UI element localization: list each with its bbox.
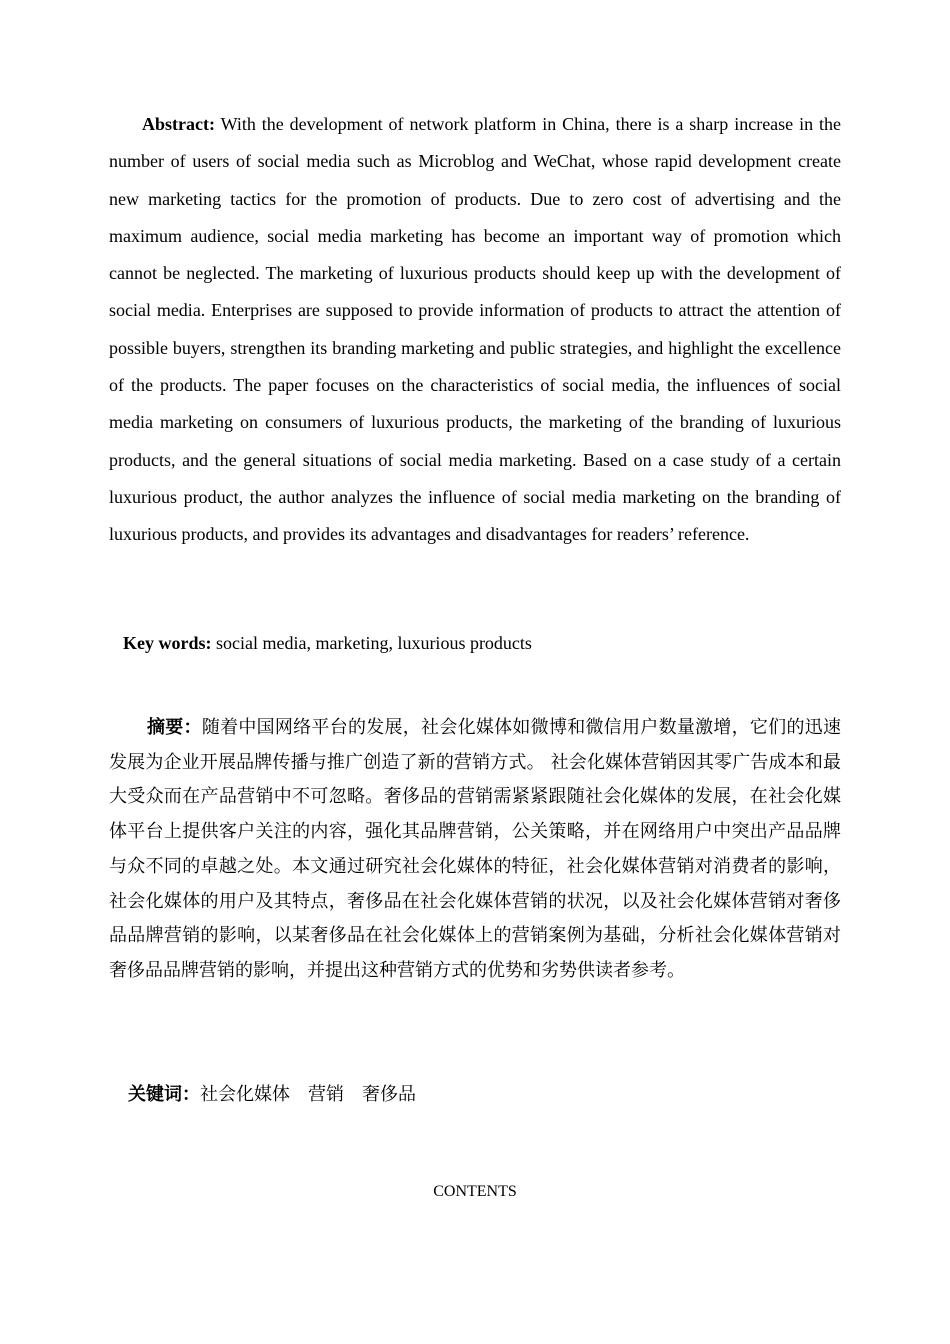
keywords-chinese bbox=[128, 1080, 828, 1110]
keywords-english bbox=[123, 629, 823, 657]
keywords-zh-label: 关键词： bbox=[128, 1084, 200, 1105]
keywords-zh-list: 社会化媒体 营销 奢侈品 bbox=[200, 1084, 416, 1105]
abstract-zh-body: 随着中国网络平台的发展，社会化媒体如微博和微信用户数量激增，它们的迅速发展为企业开展品牌传播与推广创造了新的营销方式。 社会化媒体营销因其零广告成本和最大受众而在产品营销中不可忽略。奢侈品的营销需紧紧跟随社会化媒体的发展，在社会化媒体平台上提供客户关注的内容，强化其品牌营销，公关策略，并在网络用户中突出产品品牌与众不同的卓越之处。本文通过研究社会化媒体的特征，社会化媒体营销对消费者的影响，社会化媒体的用户及其特点，奢侈品在社会化媒体营销的状况，以及社会化媒体营销对奢侈品品牌营销的影响，以某奢侈品在社会化媒体上的营销案例为基础，分析社会化媒体营销对奢侈品品牌营销的影响，并提出这种营销方式的优势和劣势供读者参考。 bbox=[109, 717, 841, 981]
abstract-english bbox=[109, 106, 841, 554]
abstract-chinese bbox=[109, 711, 841, 989]
abstract-body: With the development of network platform in China, there is a sharp increase in the number of users of social media such as Microblog and WeChat, whose rapid development create new marketing tactics for the promotion of products. Due to zero cost of advertising and the maximum audience, social media marketing has become an important way of promotion which cannot be neglected. The marketing of luxurious products should keep up with the development of social media. Enterprises are supposed to provide information of products to attract the attention of possible buyers, strengthen its branding marketing and public strategies, and highlight the excellence of the products. The paper focuses on the characteristics of social media, the influences of social media marketing on consumers of luxurious products, the marketing of the branding of luxurious products, and the general situations of social media marketing. Based on a case study of a certain luxurious product, the author analyzes the influence of social media marketing on the branding of luxurious products, and provides its advantages and disadvantages for readers’ reference. bbox=[109, 114, 841, 545]
abstract-label: Abstract: bbox=[142, 114, 215, 134]
keywords-label: Key words: bbox=[123, 633, 212, 653]
abstract-zh-label: 摘要： bbox=[147, 717, 202, 738]
contents-heading: CONTENTS bbox=[433, 1183, 517, 1200]
keywords-list: social media, marketing, luxurious products bbox=[211, 633, 532, 653]
